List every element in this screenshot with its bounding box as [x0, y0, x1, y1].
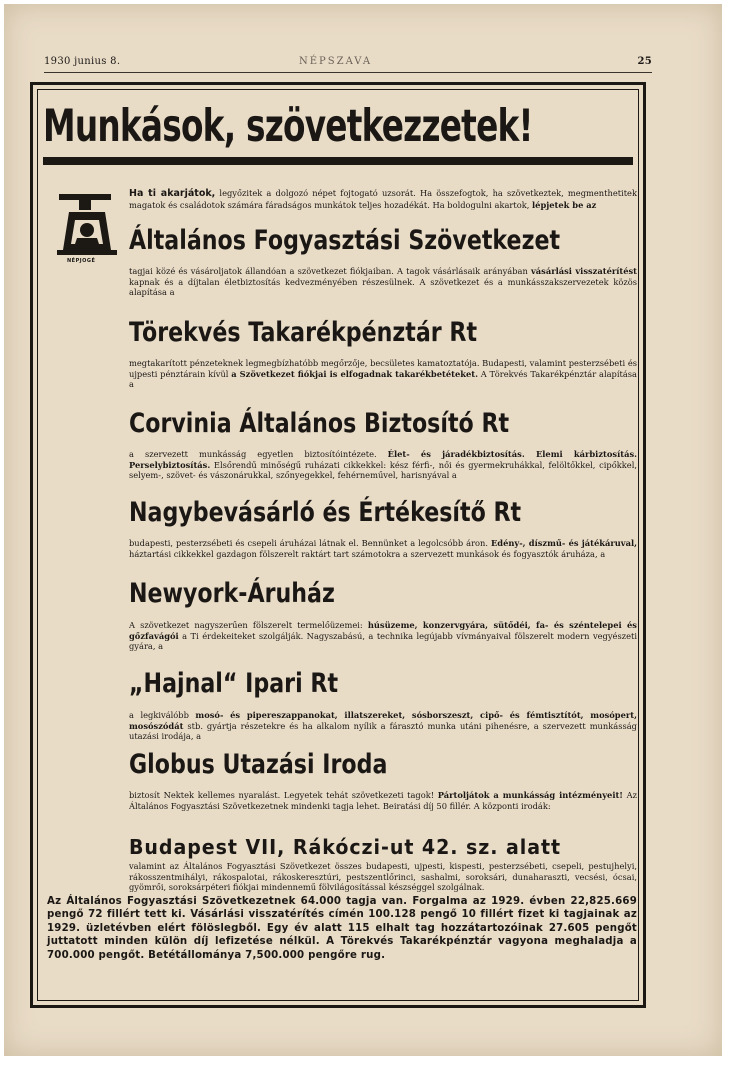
issue-date: 1930 junius 8.: [44, 56, 121, 67]
section-text-corvinia: [129, 449, 637, 481]
section-text2: háztartási cikkekkel gazdagon fölszerelt raktárt tart számotokra a szervezett munkások és fogyasztók áruháza, a: [129, 548, 606, 559]
branches-paragraph: [129, 861, 637, 893]
advertisement-frame: [30, 82, 646, 1008]
logo-caption: NÉPJOGÉ: [67, 258, 96, 264]
section-bold: Élet- és járadékbiztosítás. Elemi kárbiztosítás. Perselybiztosítás.: [129, 449, 638, 470]
section-text: megtakarított pénzeteknek legmegbízhatóbb megőrzője, becsületes kamatoztatója. Budapesti, valamint pesterzsébeti és ujpesti pénztárain kívül: [129, 358, 637, 379]
section-name-newyork: Newyork-Áruház: [129, 578, 335, 609]
intro-text: legyőzitek a dolgozó népet fojtogató uzsorát. Ha összefogtok, ha szövetkeztek, megmenthetitek magatok és családotok számára fáradságos munkátok teljes hozadékát. Ha boldogulni akartok,: [129, 188, 637, 210]
section-text-fogyasztasi: [129, 266, 637, 298]
newspaper-title: NÉPSZAVA: [299, 56, 373, 67]
section-text-nagybevasarlo: [129, 538, 637, 559]
newspaper-page: [4, 4, 722, 1056]
headline-bar: [43, 157, 633, 165]
section-text2: kapnak és a díjtalan életbiztosítás kedvezményében részesülnek. A szövetkezet és a munkásszakszervezetek közös alapítása a: [129, 276, 637, 298]
section-name-nagybevasarlo: Nagybevásárló és Értékesítő Rt: [129, 497, 522, 528]
section-bold: húsüzeme, konzervgyára, sütődéi, fa- és széntelepei és gőzfavágói: [129, 620, 637, 641]
section-text2: a Ti érdekeiteket szolgálják. Nagyszabású, a technika legújabb vívmányaival fölszerelt modern vegyészeti gyára, a: [129, 630, 637, 652]
section-name-hajnal: „Hajnal“ Ipari Rt: [129, 668, 339, 699]
section-name-globus: Globus Utazási Iroda: [129, 749, 388, 780]
section-text: A szövetkezet nagyszerűen fölszerelt termelőüzemei:: [129, 620, 368, 630]
section-text-globus: [129, 790, 637, 811]
section-bold: vásárlási visszatérítést: [530, 266, 637, 276]
page-number: 25: [637, 56, 652, 67]
section-text: tagjai közé és vásároljatok állandóan a szövetkezet fiókjaiban. A tagok vásárlásaik arányában: [129, 266, 531, 276]
section-text: a legkiválóbb: [129, 710, 196, 720]
section-bold: Edény-, díszmű- és játékáruval,: [490, 538, 637, 548]
section-text: biztosít Nektek kellemes nyaralást. Legyetek tehát szövetkezeti tagok!: [129, 790, 438, 800]
section-name-corvinia: Corvinia Általános Biztosító Rt: [129, 408, 510, 439]
header-rule: [44, 72, 652, 73]
section-text-newyork: [129, 620, 637, 652]
headline: Munkások, szövetkezzetek!: [43, 99, 533, 152]
section-bold: a Szövetkezet fiókjai is elfogadnak takarékbetéteket.: [231, 368, 478, 379]
section-text2: Az Általános Fogyasztási Szövetkezetnek mindenki tagja lehet. Beiratási díj 50 fillér. A központi irodák:: [129, 790, 637, 811]
section-text2: A Törekvés Takarékpénztár alapítása a: [129, 368, 637, 390]
section-text-hajnal: [129, 710, 637, 742]
section-bold: mosó- és pipereszappanokat, illatszereket, sósborszeszt, cipő- és fémtisztítót, mosópert, mosószódát: [129, 710, 637, 731]
branches-text: valamint az Általános Fogyasztási Szövetkezet összes budapesti, ujpesti, kispesti, pesterzsébeti, csepeli, pestujhelyi, rákosszentmihályi, rákospalotai, rákoskeresztúri, pestszentlőrinci, sashalmi, soroksári, dunaharaszti, vecsési, ócsai, gyömrői, soroksárpéteri fiókjai mindennemű fölvilágosítással készséggel szolgálnak.: [129, 861, 637, 893]
closing-statistics: Az Általános Fogyasztási Szövetkezetnek 64.000 tagja van. Forgalma az 1929. évben 22,825.669 pengő 72 fillért tett ki. Vásárlási visszatérítés címén 100.128 pengő 10 fillért fizet ki tagjainak az 1929. üzletévben elért fölöslegből. Egy év alatt 115 elhalt tag hozzátartozóinak 27.605 pengőt juttatott minden külön díj lefizetése nélkül. A Törekvés Takarékpénztár vagyona meghaladja a 700.000 pengőt. Betétállománya 7,500.000 pengőre rug.: [47, 896, 637, 961]
section-bold: Pártoljátok a munkásság intézményeit!: [437, 790, 623, 800]
intro-lead: Ha ti akarjátok,: [129, 188, 216, 199]
section-text: a szervezett munkásság egyetlen biztosítóintézete.: [129, 449, 388, 459]
cooperative-logo-icon: [55, 192, 119, 270]
intro-call: lépjetek be az: [532, 199, 597, 210]
central-office-address: Budapest VII, Rákóczi-ut 42. sz. alatt: [129, 835, 562, 859]
section-text2: stb. gyártja részetekre és ha alkalom nyílik a fárasztó munka utáni pihenésre, a szervezett munkásság utazási irodája, a: [129, 720, 637, 742]
intro-paragraph: [129, 188, 637, 210]
section-text-takarekpenztar: [129, 358, 637, 390]
section-text2: Elsőrendű minőségű ruházati cikkekkel: kész férfi-, női és gyermekruhákkal, felöltőkkel, cipőkkel, selyem-, szövet- és vászonárukkal, szőnyegekkel, fehérneművel, harisnyával a: [129, 459, 637, 481]
section-name-fogyasztasi: Általános Fogyasztási Szövetkezet: [129, 225, 561, 256]
section-name-takarekpenztar: Törekvés Takarékpénztár Rt: [129, 317, 478, 348]
section-text: budapesti, pesterzsébeti és csepeli áruházai látnak el. Bennünket a legolcsóbb áron.: [129, 538, 491, 548]
